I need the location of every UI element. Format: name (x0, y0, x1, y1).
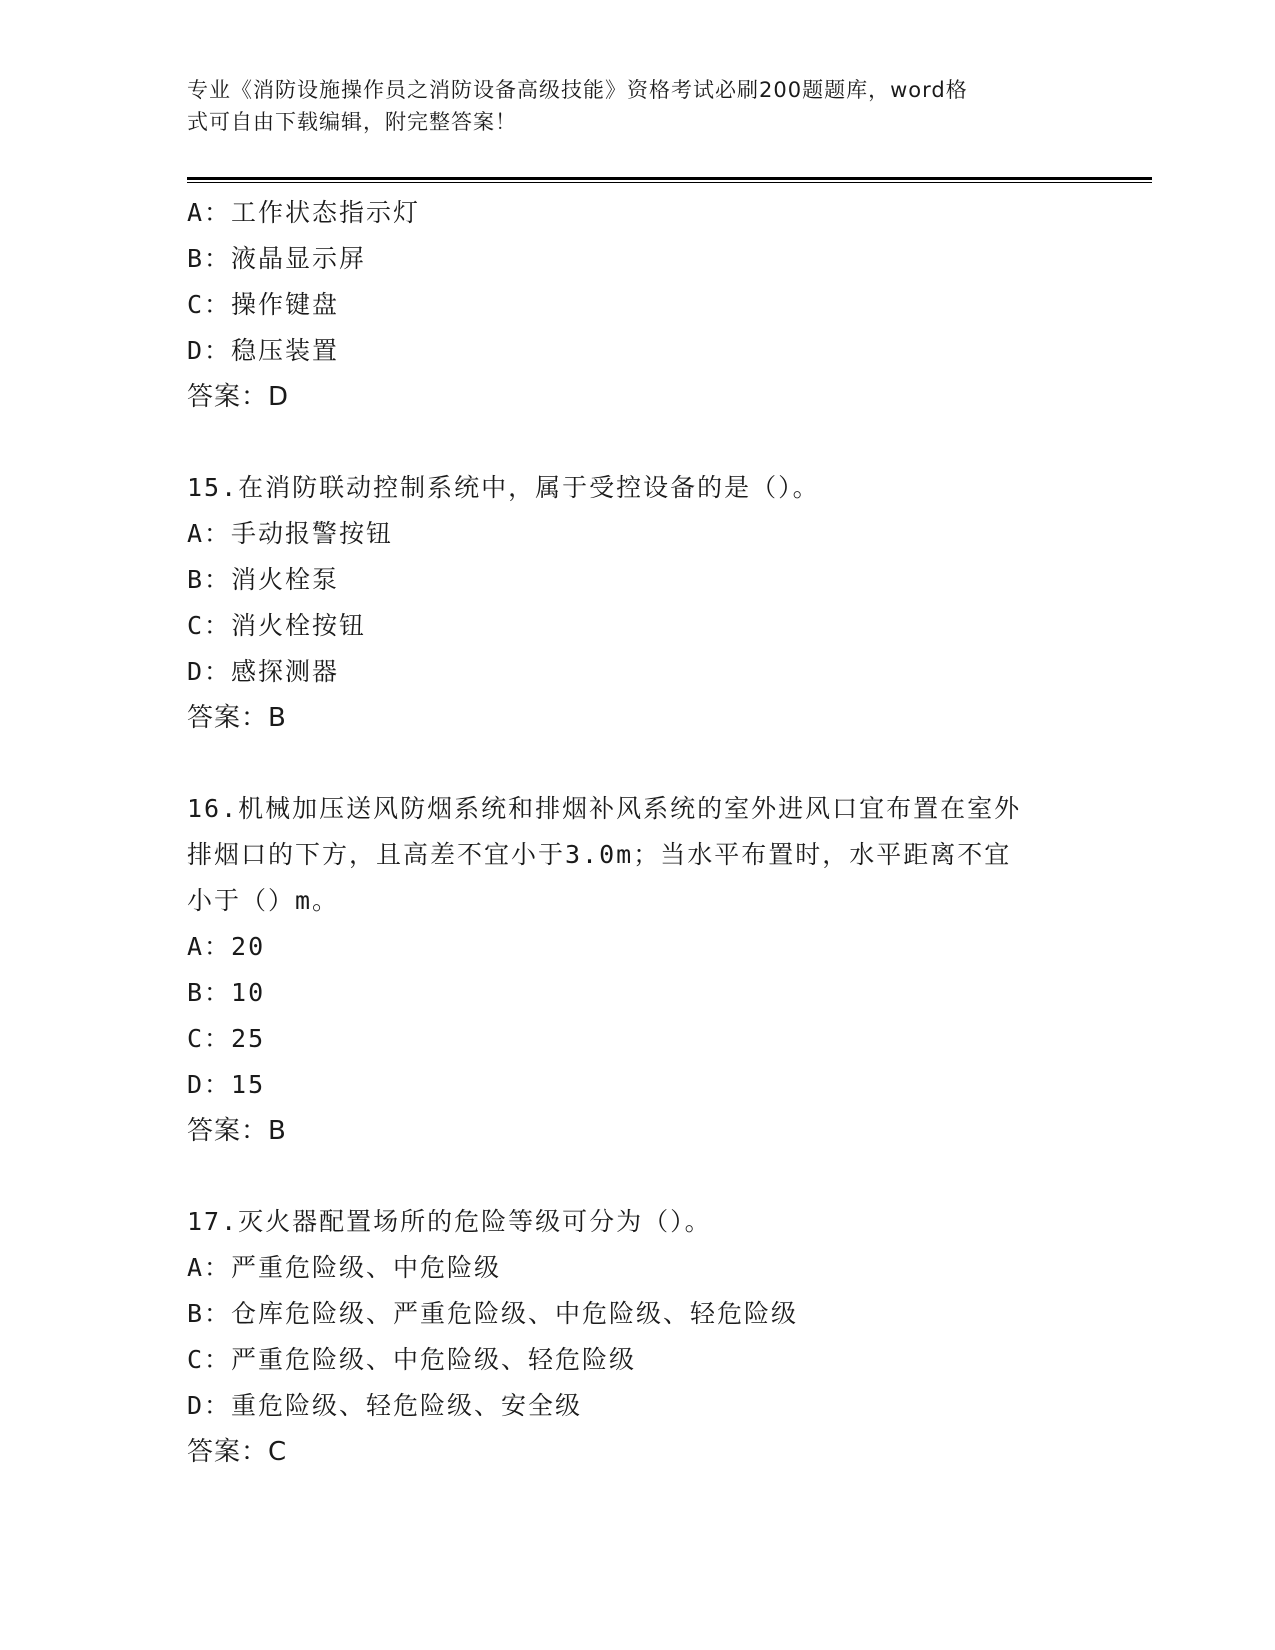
answer-line: 答案：C (187, 1437, 288, 1467)
option-a: A：工作状态指示灯 (187, 198, 421, 227)
option-d: D：稳压装置 (187, 336, 340, 365)
question-16 (187, 786, 1087, 1154)
option-a: A：20 (187, 932, 266, 961)
option-a: A：手动报警按钮 (187, 519, 394, 548)
question-text: 17.灭火器配置场所的危险等级可分为（）。 (187, 1207, 712, 1236)
document-header (187, 74, 1087, 138)
option-d: D：15 (187, 1070, 266, 1099)
question-text-line-1: 16.机械加压送风防烟系统和排烟补风系统的室外进风口宜布置在室外 (187, 794, 1022, 823)
option-c: C：消火栓按钮 (187, 611, 367, 640)
question-17 (187, 1199, 1087, 1475)
option-c: C：25 (187, 1024, 266, 1053)
spacer (187, 1154, 1087, 1199)
header-divider-thin (187, 182, 1152, 183)
question-text-line-3: 小于（）m。 (187, 886, 340, 915)
option-c: C：严重危险级、中危险级、轻危险级 (187, 1345, 637, 1374)
option-d: D：重危险级、轻危险级、安全级 (187, 1391, 583, 1420)
header-line-2: 式可自由下载编辑，附完整答案！ (187, 110, 517, 134)
option-b: B：消火栓泵 (187, 565, 340, 594)
answer-line: 答案：B (187, 1116, 287, 1146)
option-d: D：感探测器 (187, 657, 340, 686)
answer-line: 答案：D (187, 382, 290, 412)
option-a: A：严重危险级、中危险级 (187, 1253, 502, 1282)
spacer (187, 741, 1087, 786)
spacer (187, 420, 1087, 465)
option-c: C：操作键盘 (187, 290, 340, 319)
question-text-line-2: 排烟口的下方，且高差不宜小于3.0m；当水平布置时，水平距离不宜 (187, 840, 1012, 869)
option-b: B：仓库危险级、严重危险级、中危险级、轻危险级 (187, 1299, 799, 1328)
answer-line: 答案：B (187, 703, 287, 733)
option-b: B：10 (187, 978, 266, 1007)
document-body (187, 190, 1087, 1475)
question-14-continuation (187, 190, 1087, 420)
question-15 (187, 465, 1087, 741)
option-b: B：液晶显示屏 (187, 244, 367, 273)
header-line-1: 专业《消防设施操作员之消防设备高级技能》资格考试必刷200题题库，word格 (187, 78, 968, 102)
header-divider-thick (187, 177, 1152, 180)
question-text: 15.在消防联动控制系统中，属于受控设备的是（）。 (187, 473, 820, 502)
